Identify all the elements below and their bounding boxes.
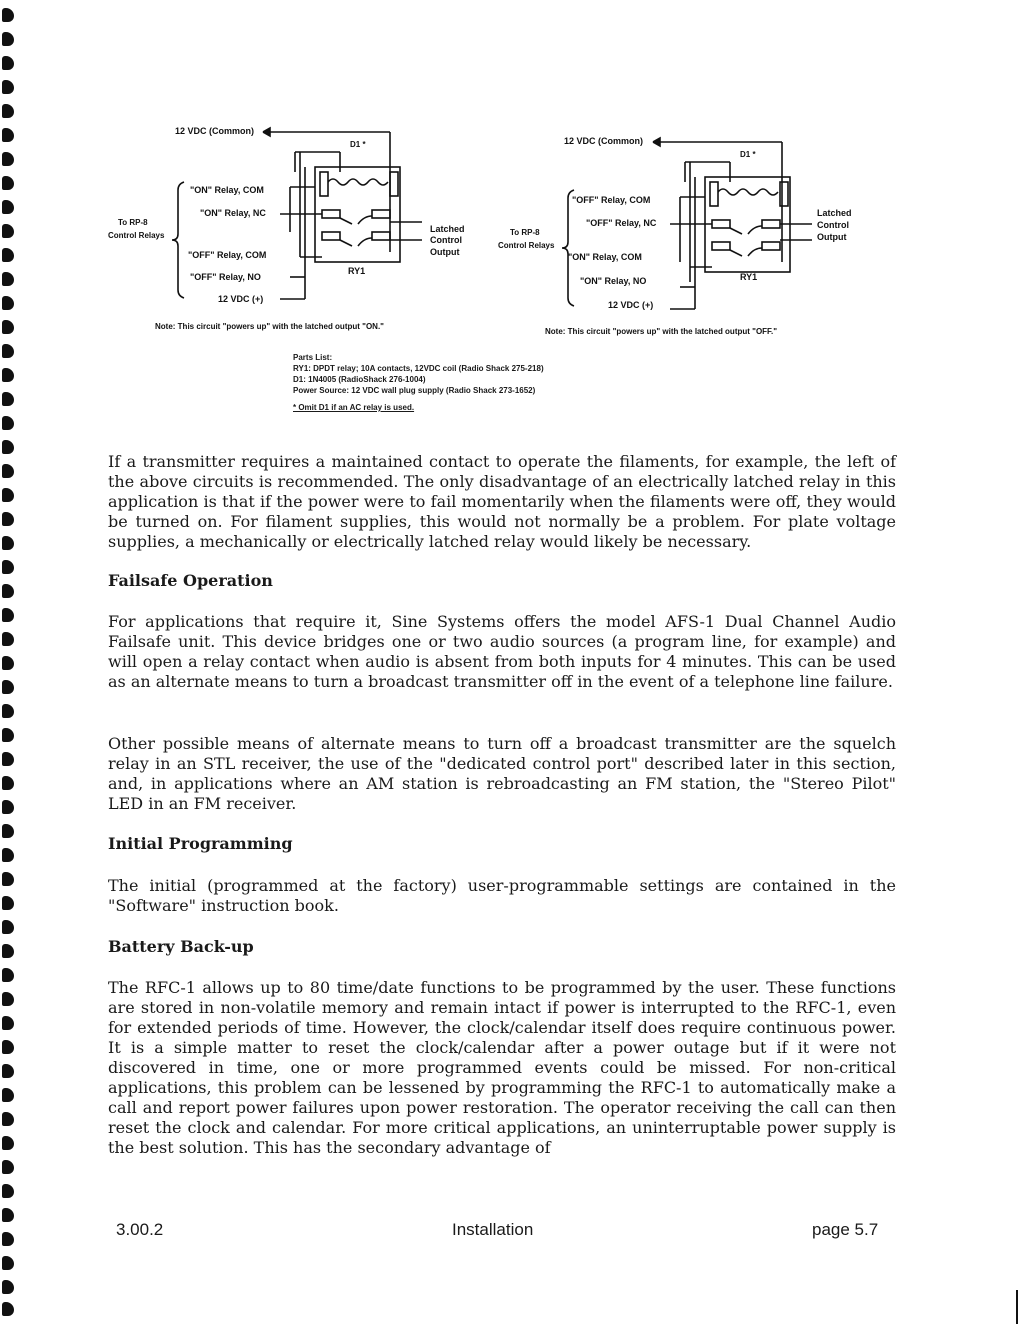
right-ry1-label: RY1	[740, 272, 758, 282]
right-d1-label: D1 *	[740, 150, 756, 159]
binding-mark	[2, 680, 14, 694]
binding-mark	[2, 200, 14, 214]
right-on-com-label: "ON" Relay, COM	[568, 252, 642, 262]
binding-mark	[2, 1184, 14, 1198]
binding-mark	[2, 176, 14, 190]
left-vdc-plus-label: 12 VDC (+)	[218, 294, 264, 304]
binding-mark	[2, 1280, 14, 1294]
binding-mark	[2, 824, 14, 838]
binding-mark	[2, 872, 14, 886]
binding-mark	[2, 992, 14, 1006]
binding-mark	[2, 1040, 14, 1054]
left-note: Note: This circuit "powers up" with the latched output "ON."	[155, 322, 384, 331]
parts-ry1: RY1: DPDT relay; 10A contacts, 12VDC coil (Radio Shack 275-218)	[293, 364, 544, 373]
right-to-rp8-label: To RP-8	[510, 228, 540, 237]
binding-mark	[2, 560, 14, 574]
binding-mark	[2, 848, 14, 862]
left-d1-label: D1 *	[350, 140, 366, 149]
left-control-relays-label: Control Relays	[108, 231, 165, 240]
binding-mark	[2, 512, 14, 526]
left-to-rp8-label: To RP-8	[118, 218, 148, 227]
right-off-nc-label: "OFF" Relay, NC	[586, 218, 657, 228]
binding-mark	[2, 1112, 14, 1126]
heading-battery-backup: Battery Back-up	[108, 937, 254, 956]
binding-mark	[2, 344, 14, 358]
edge-mark	[1016, 1290, 1018, 1324]
binding-mark	[2, 896, 14, 910]
paragraph-alternate-means: Other possible means of alternate means to turn off a broadcast transmitter are the squelch relay in an STL receiver, the use of the "dedicated control port" described later in this section, and, in applications where an AM station is rebroadcasting an FM station, the "Stereo Pilot" LED in an FM receiver.	[108, 734, 896, 813]
heading-failsafe-operation: Failsafe Operation	[108, 571, 273, 590]
binding-mark	[2, 104, 14, 118]
binding-mark	[2, 440, 14, 454]
binding-mark	[2, 56, 14, 70]
binding-mark	[2, 944, 14, 958]
parts-omit-note: * Omit D1 if an AC relay is used.	[293, 403, 415, 412]
binding-mark	[2, 728, 14, 742]
footer-page-number: page 5.7	[812, 1220, 879, 1239]
binding-mark	[2, 488, 14, 502]
left-vdc-common-label: 12 VDC (Common)	[175, 126, 255, 136]
right-latched-label: Latched	[817, 208, 852, 218]
left-off-com-label: "OFF" Relay, COM	[188, 250, 267, 260]
binding-mark	[2, 80, 14, 94]
binding-mark	[2, 968, 14, 982]
binding-mark	[2, 584, 14, 598]
binding-mark	[2, 272, 14, 286]
binding-mark	[2, 296, 14, 310]
left-on-com-label: "ON" Relay, COM	[190, 185, 264, 195]
binding-mark	[2, 752, 14, 766]
left-control-label: Control	[430, 235, 462, 245]
binding-mark	[2, 920, 14, 934]
binding-mark	[2, 536, 14, 550]
binding-mark	[2, 464, 14, 478]
binding-mark	[2, 32, 14, 46]
binding-mark	[2, 416, 14, 430]
right-on-no-label: "ON" Relay, NO	[580, 276, 647, 286]
paragraph-battery-backup: The RFC-1 allows up to 80 time/date functions to be programmed by the user. These functions are stored in non-volatile memory and remain intact if power is interrupted to the RFC-1, even for extended periods of time. However, the clock/calendar itself does require continuous power. It is a simple matter to reset the clock/calendar after a power outage but if it were not discovered in time, one or more programmed events could be missed. For non-critical applications, this problem can be lessened by programming the RFC-1 to automatically make a call and report power failures upon power restoration. The operator receiving the call can then reset the clock and calendar. For more critical applications, an uninterruptable power supply is the best solution. This has the secondary advantage of	[108, 978, 896, 1157]
parts-list	[293, 352, 544, 413]
binding-mark	[2, 1064, 14, 1078]
left-output-label: Output	[430, 247, 460, 257]
binding-mark	[2, 8, 14, 22]
binding-mark	[2, 800, 14, 814]
binding-mark	[2, 248, 14, 262]
paragraph-latched-relay: If a transmitter requires a maintained contact to operate the filaments, for example, the left of the above circuits is recommended. The only disadvantage of an electrically latched relay in this application is that if the power were to fail momentarily when the filaments were off, they would be turned on. For filament supplies, this would not normally be a problem. For plate voltage supplies, a mechanically or electrically latched relay would likely be necessary.	[108, 452, 896, 551]
left-latched-label: Latched	[430, 224, 465, 234]
left-ry1-label: RY1	[348, 266, 366, 276]
right-control-label: Control	[817, 220, 849, 230]
binding-mark	[2, 608, 14, 622]
binding-mark	[2, 1302, 14, 1316]
binding-marks	[0, 0, 20, 1322]
parts-power-source: Power Source: 12 VDC wall plug supply (Radio Shack 273-1652)	[293, 386, 536, 395]
binding-mark	[2, 1016, 14, 1030]
binding-mark	[2, 368, 14, 382]
binding-mark	[2, 632, 14, 646]
heading-initial-programming: Initial Programming	[108, 834, 293, 853]
footer-section-number: 3.00.2	[116, 1220, 164, 1239]
binding-mark	[2, 1088, 14, 1102]
right-control-relays-label: Control Relays	[498, 241, 555, 250]
right-output-label: Output	[817, 232, 847, 242]
binding-mark	[2, 1208, 14, 1222]
right-vdc-plus-label: 12 VDC (+)	[608, 300, 654, 310]
left-off-no-label: "OFF" Relay, NO	[190, 272, 261, 282]
binding-mark	[2, 224, 14, 238]
paragraph-initial-programming: The initial (programmed at the factory) user-programmable settings are contained in the "Software" instruction book.	[108, 876, 896, 915]
left-on-nc-label: "ON" Relay, NC	[200, 208, 266, 218]
binding-mark	[2, 1136, 14, 1150]
footer-chapter-title: Installation	[452, 1220, 534, 1239]
right-vdc-common-label: 12 VDC (Common)	[564, 136, 644, 146]
paragraph-failsafe: For applications that require it, Sine Systems offers the model AFS-1 Dual Channel Audio Failsafe unit. This device bridges one or two audio sources (a program line, for example) and will open a relay contact when audio is absent from both inputs for 4 minutes. This can be used as an alternate means to turn a broadcast transmitter off in the event of a telephone line failure.	[108, 612, 896, 691]
binding-mark	[2, 656, 14, 670]
binding-mark	[2, 704, 14, 718]
binding-mark	[2, 320, 14, 334]
binding-mark	[2, 1256, 14, 1270]
binding-mark	[2, 1232, 14, 1246]
binding-mark	[2, 1160, 14, 1174]
right-off-com-label: "OFF" Relay, COM	[572, 195, 651, 205]
binding-mark	[2, 392, 14, 406]
binding-mark	[2, 152, 14, 166]
binding-mark	[2, 128, 14, 142]
parts-d1: D1: 1N4005 (RadioShack 276-1004)	[293, 375, 426, 384]
binding-mark	[2, 776, 14, 790]
right-note: Note: This circuit "powers up" with the latched output "OFF."	[545, 327, 778, 336]
parts-list-title: Parts List:	[293, 353, 333, 362]
